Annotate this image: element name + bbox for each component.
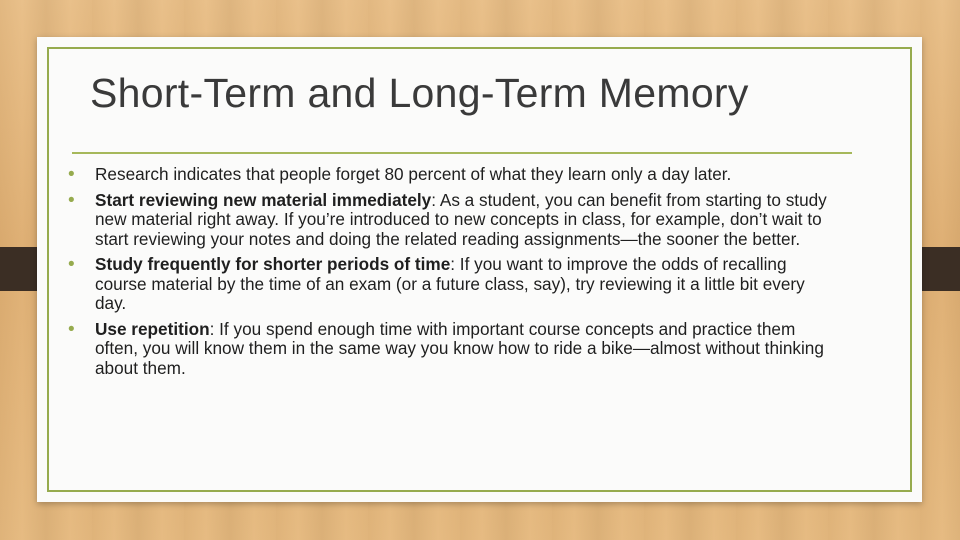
bullet-text: : As a student, you can benefit from starting to study new material right away. If you’re introduced to new concepts in class, for example, don’t wait to start reviewing your notes and doing the related reading assignments—the sooner the better. [95,189,827,249]
bullet-text: Research indicates that people forget 80 percent of what they learn only a day later. [95,164,732,184]
bullet-dot-icon: • [68,318,75,340]
bullet-dot-icon: • [68,254,75,275]
title-divider [72,152,852,154]
bullet-lead: Start reviewing new material immediately [95,189,432,210]
bullet-lead: Study frequently for shorter periods of time [95,254,451,274]
bullet-item [68,320,828,379]
slide-title: Short-Term and Long-Term Memory [90,70,749,116]
bullet-item [68,255,828,314]
bullet-text: : If you want to improve the odds of recalling course material by the time of an exam (or a future class, say), try reviewing it a little bit every day. [95,254,805,313]
bullet-item [68,165,828,185]
bullet-dot-icon: • [68,164,75,185]
bullet-list [68,165,828,384]
bullet-lead: Use repetition [95,318,210,339]
bullet-item [68,191,828,250]
bullet-text: : If you spend enough time with important course concepts and practice them often, you will know them in the same way you know how to ride a bike—almost without thinking about them. [95,318,824,378]
bullet-dot-icon: • [68,189,75,211]
